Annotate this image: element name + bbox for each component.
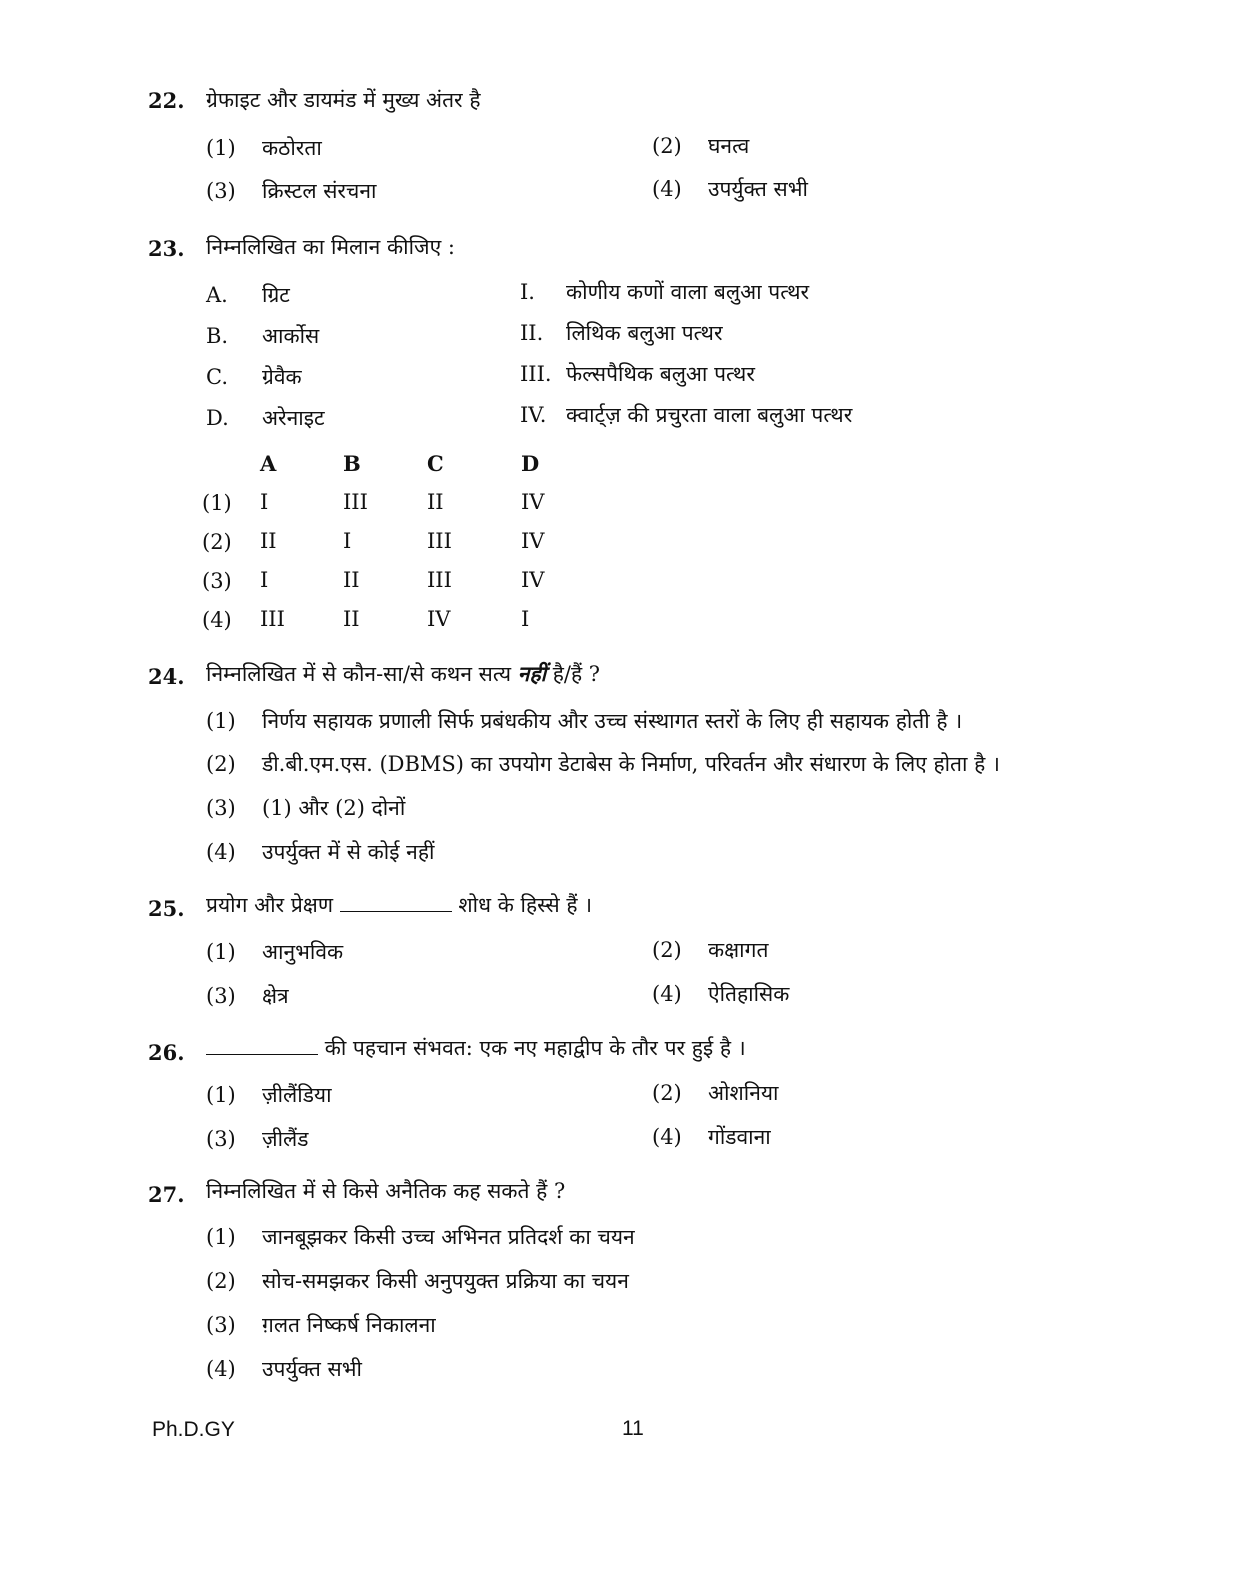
option-3: (3) (1) और (2) दोनों [206,796,406,820]
grid-cell: IV [521,490,545,514]
fill-blank [340,893,452,912]
paper-code: Ph.D.GY [152,1418,235,1441]
option-2: (2) सोच-समझकर किसी अनुपयुक्त प्रक्रिया का चयन [206,1269,629,1293]
grid-row-label: (4) [202,608,232,632]
option-1: (1) कठोरता [206,136,322,160]
grid-cell: III [260,607,285,631]
fill-blank [206,1036,318,1055]
question-text: निम्नलिखित में से कौन-सा/से कथन सत्य नहीं है/हैं ? [206,661,601,686]
match-right-ii: II. लिथिक बलुआ पत्थर [520,321,723,345]
option-4: (4) ऐतिहासिक [652,982,790,1006]
option-2: (2) कक्षागत [652,938,769,962]
option-1: (1) जानबूझकर किसी उच्च अभिनत प्रतिदर्श का चयन [206,1225,635,1249]
grid-header-a: A [260,451,277,476]
grid-cell: IV [521,529,545,553]
question-number: 25. [148,896,185,921]
option-4: (4) उपर्युक्त में से कोई नहीं [206,840,435,864]
option-1: (1) निर्णय सहायक प्रणाली सिर्फ प्रबंधकीय और उच्च संस्थागत स्तरों के लिए ही सहायक होती है । [206,709,963,733]
grid-cell: IV [427,607,451,631]
option-4: (4) उपर्युक्त सभी [652,177,808,201]
grid-header-d: D [521,451,540,476]
grid-header-b: B [343,451,361,476]
grid-row-label: (3) [202,569,232,593]
option-3: (3) ज़ीलैंड [206,1127,309,1151]
question-text: की पहचान संभवत: एक नए महाद्वीप के तौर पर हुई है । [206,1034,746,1062]
match-left-a: A. ग्रिट [206,283,290,307]
option-2: (2) घनत्व [652,134,750,158]
grid-cell: II [260,529,277,553]
grid-cell: II [343,607,360,631]
match-right-iv: IV. क्वार्ट्ज़ की प्रचुरता वाला बलुआ पत्थर [520,403,853,427]
grid-header-c: C [427,451,444,476]
question-number: 27. [148,1182,185,1207]
page-number: 11 [622,1417,644,1440]
option-1: (1) ज़ीलैंडिया [206,1083,332,1107]
question-text: ग्रेफाइट और डायमंड में मुख्य अंतर है [206,88,481,112]
option-1: (1) आनुभविक [206,940,344,964]
grid-cell: III [427,568,452,592]
grid-cell: III [427,529,452,553]
question-text: निम्नलिखित का मिलान कीजिए : [206,235,455,259]
match-left-b: B. आर्कोस [206,324,320,348]
match-left-c: C. ग्रेवैक [206,365,302,389]
option-4: (4) उपर्युक्त सभी [206,1357,362,1381]
question-number: 24. [148,664,185,689]
grid-cell: IV [521,568,545,592]
grid-row-label: (2) [202,530,232,554]
grid-row-label: (1) [202,491,232,515]
emphasis-word: नहीं [517,661,547,686]
match-right-i: I. कोणीय कणों वाला बलुआ पत्थर [520,280,810,304]
grid-cell: III [343,490,368,514]
grid-cell: I [260,568,269,592]
option-4: (4) गोंडवाना [652,1125,771,1149]
grid-cell: I [260,490,269,514]
question-number: 23. [148,236,185,261]
question-text: निम्नलिखित में से किसे अनैतिक कह सकते हैं ? [206,1179,566,1203]
question-number: 26. [148,1040,185,1065]
match-right-iii: III. फेल्सपैथिक बलुआ पत्थर [520,362,755,386]
question-number: 22. [148,88,185,113]
option-3: (3) ग़लत निष्कर्ष निकालना [206,1313,436,1337]
match-left-d: D. अरेनाइट [206,406,325,430]
question-text: प्रयोग और प्रेक्षण शोध के हिस्से हैं । [206,893,593,917]
grid-cell: I [343,529,352,553]
grid-cell: II [343,568,360,592]
grid-cell: I [521,607,530,631]
option-3: (3) क्रिस्टल संरचना [206,179,377,203]
grid-cell: II [427,490,444,514]
option-2: (2) ओशनिया [652,1081,779,1105]
option-3: (3) क्षेत्र [206,984,289,1008]
option-2: (2) डी.बी.एम.एस. (DBMS) का उपयोग डेटाबेस के निर्माण, परिवर्तन और संधारण के लिए होता है । [206,752,1000,776]
